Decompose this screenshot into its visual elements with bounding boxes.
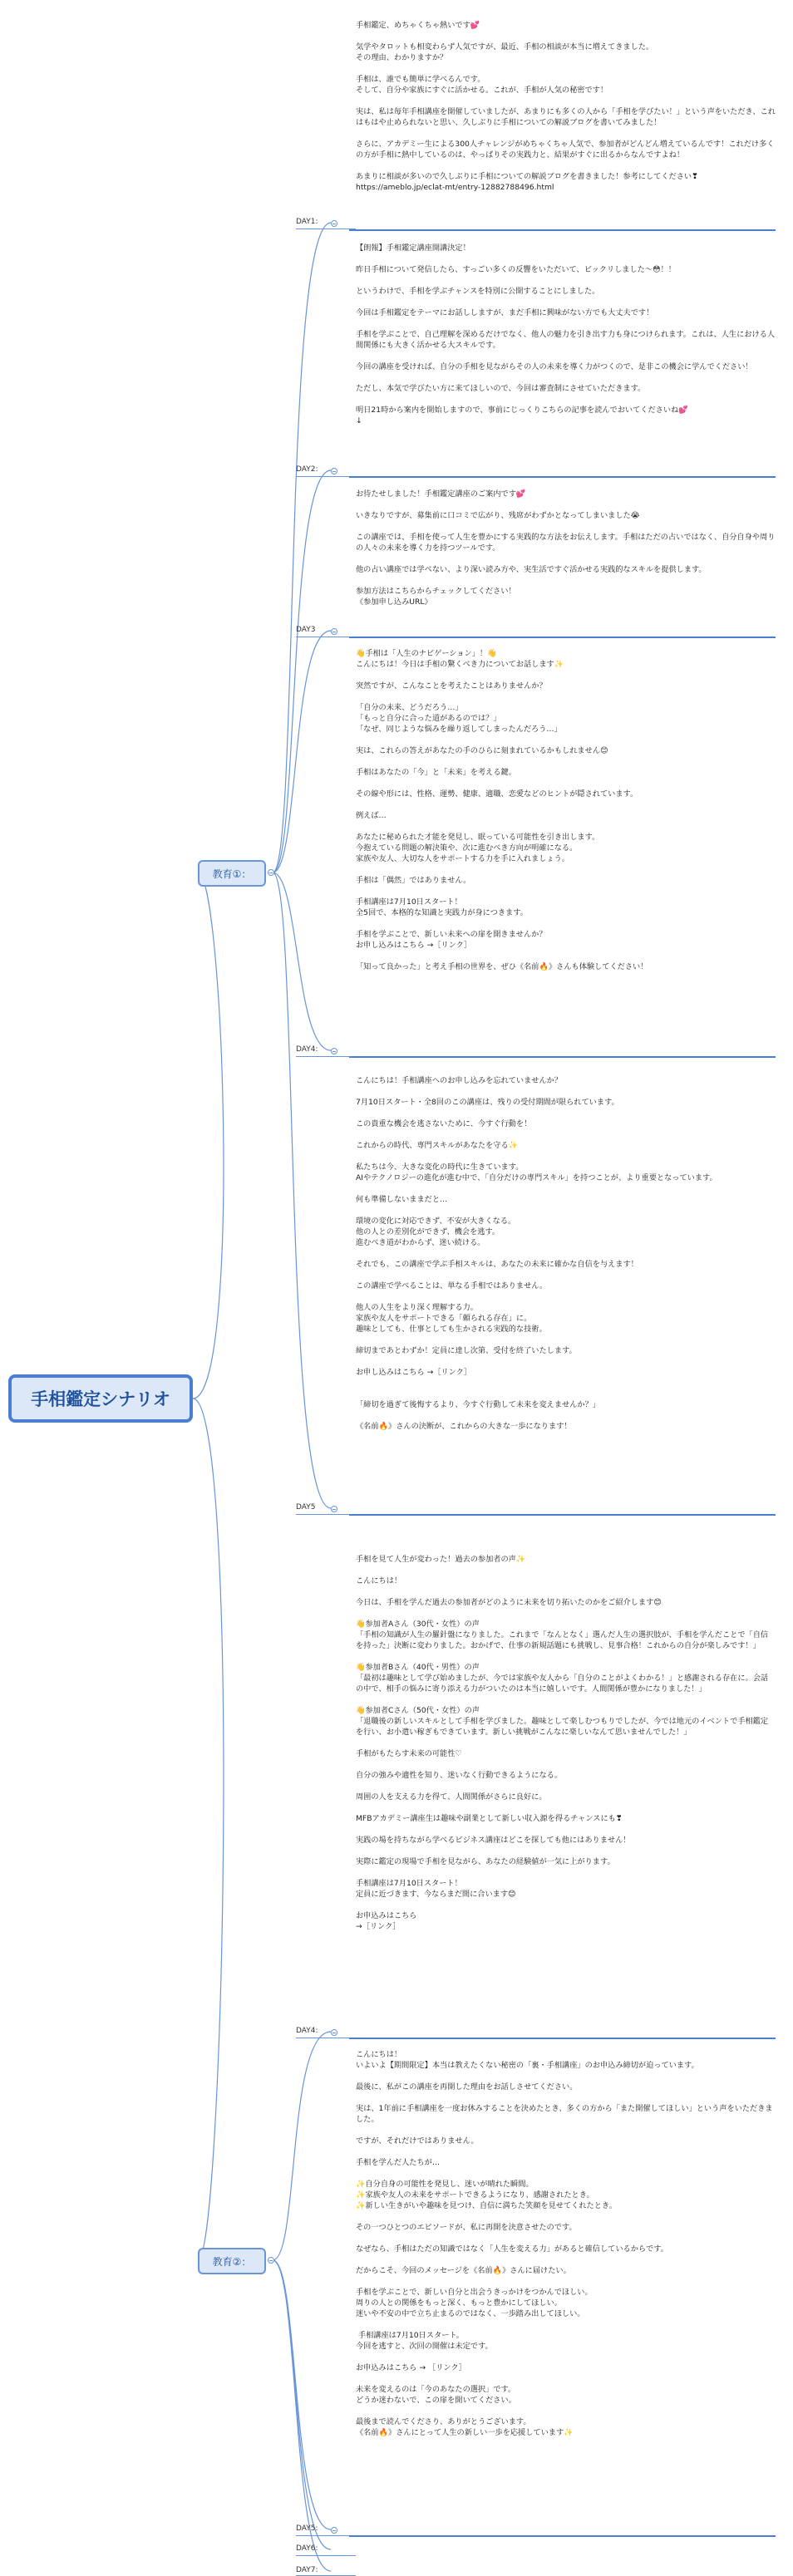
message-line: 手相を学ぶことで、自己理解を深めるだけでなく、他人の魅力を引き出す力も身につけられます。これは、人生における人間関係にも大きく活かせる大スキルです。 — [356, 330, 776, 350]
message-line: 未来を変えるのは「今のあなたの選択」です。 — [356, 2385, 516, 2394]
day-label-day4[interactable]: DAY4: — [296, 1045, 318, 1054]
day-label-day1[interactable]: DAY1: — [296, 218, 318, 226]
message-line: 手相講座は7月10日スタート！ — [356, 1879, 462, 1888]
message-line: ですが、それだけではありません。 — [356, 2136, 479, 2146]
message-line — [356, 951, 776, 961]
message-line: 👋参加者Cさん（50代・女性）の声 — [356, 1706, 480, 1715]
message-line: お申し込みはこちら →［リンク］ — [356, 941, 472, 950]
message-day4[interactable] — [356, 648, 776, 972]
message-line: 《名前🔥》さんにとって人生の新しい一歩を応援しています✨ — [356, 2428, 574, 2437]
message-line: 環境の変化に対応できず、不安が大きくなる。 — [356, 1217, 516, 1226]
message-line — [356, 2406, 776, 2416]
message-line — [356, 1824, 776, 1835]
message-line — [356, 553, 776, 564]
message-line: ✨家族や友人の未来をサポートできるようになり、感謝されたとき。 — [356, 2190, 594, 2200]
message-line: 今回の講座を受ければ、自分の手相を見ながらその人の未来を導く力がつくので、是非この機会に学んでください！ — [356, 362, 753, 371]
message-line — [356, 1867, 776, 1878]
message-line — [356, 1108, 776, 1118]
message-line — [356, 2071, 776, 2082]
message-line — [356, 1183, 776, 1194]
message-line: というわけで、手相を学ぶチャンスを特別に公開することにしました。 — [356, 287, 600, 296]
message-line: 他の人との差別化ができず、機会を逃す。 — [356, 1227, 500, 1236]
collapse-toggle-icon[interactable] — [331, 1506, 337, 1512]
message-line: この貴重な機会を逃さないために、今すぐ行動を！ — [356, 1119, 532, 1128]
message-line — [356, 521, 776, 532]
message-line: 手相は、誰でも簡単に学べるんです。 — [356, 75, 485, 84]
connector-root-branch2 — [193, 1399, 224, 2260]
message-line: 実は、私は毎年手相講座を開催していましたが、あまりにも多くの人から「手相を学びたい！」という声をいただき、これはもはや止められないと思い、久しぶりに手相についての解説ブログを書いてみました！ — [356, 107, 776, 127]
message-line: 周囲の人を支える力を得て、人間関係がさらに良好に。 — [356, 1792, 547, 1802]
message-line: この講座で学べることは、単なる手相ではありません。 — [356, 1281, 548, 1290]
message-line: 手相講座は7月10日スタート！ — [356, 897, 462, 907]
message-line — [356, 886, 776, 897]
message-line: 手相がもたらす未来の可能性♡ — [356, 1749, 462, 1758]
message-line — [356, 1086, 776, 1097]
message-line — [356, 2319, 776, 2330]
message-line: 今日は、手相を学んだ過去の参加者がどのように未来を切り拓いたのかをご紹介します😊 — [356, 1598, 662, 1607]
message-day1[interactable] — [356, 20, 776, 193]
message-line: こんにちは！ — [356, 1576, 402, 1585]
connector-b2-day6 — [273, 2260, 331, 2549]
message-line — [356, 691, 776, 702]
message-line — [356, 2276, 776, 2287]
message-line: 今抱えている問題の解決策や、次に進むべき方向が明確になる。 — [356, 843, 578, 853]
day-label-day6[interactable]: DAY6: — [296, 2544, 318, 2553]
message-line: 手相鑑定、めちゃくちゃ熱いです💕 — [356, 21, 480, 30]
message-line: 手相を学ぶことで、新しい未来への扉を開きませんか？ — [356, 930, 547, 939]
message-line — [356, 1151, 776, 1162]
message-line: ↓ — [356, 416, 362, 425]
message-line: 最後に、私がこの講座を再開した理由をお話しさせてください。 — [356, 2082, 578, 2092]
message-line — [356, 670, 776, 681]
message-line — [356, 1781, 776, 1792]
connector-b1-day4 — [273, 873, 331, 1050]
message-line — [356, 1802, 776, 1813]
message-line: それでも、この講座で学ぶ手相スキルは、あなたの未来に確かな自信を与えます！ — [356, 1260, 638, 1269]
message-line: お申し込みはこちら →［リンク］ — [356, 1368, 472, 1377]
message-line: 他の占い講座では学べない、より深い読み方や、実生活ですぐ活かせる実践的なスキルを提供します。 — [356, 565, 707, 574]
collapse-toggle-icon[interactable] — [331, 628, 337, 635]
message-line: 「自分の未来、どうだろう…」 — [356, 703, 463, 712]
collapse-toggle-icon[interactable] — [331, 2029, 337, 2036]
message-day5[interactable] — [356, 1075, 776, 1432]
message-day2[interactable] — [356, 243, 776, 426]
message-line: 「もっと自分に合った道があるのでは？」 — [356, 714, 501, 723]
message-line — [356, 253, 776, 264]
message-line: ただし、本気で学びたい方に来てほしいので、今回は審査制にさせていただきます。 — [356, 384, 646, 393]
connector-b1-day1 — [273, 223, 331, 873]
message-line — [356, 2125, 776, 2136]
message-line — [356, 499, 776, 510]
message-line — [356, 31, 776, 42]
collapse-toggle-icon[interactable] — [268, 2257, 274, 2264]
message-line: 「手相の知識が人生の羅針盤になりました。これまで「なんとなく」選んだ人生の選択肢が、手相を学んだことで「自信を持った」決断に変わりました。おかげで、仕事の新規話題にも挑戦し、見事合格！これからの自分が楽しみです！」 — [356, 1630, 769, 1650]
message-line — [356, 1759, 776, 1770]
message-line — [356, 1738, 776, 1748]
message-line: 実際に鑑定の現場で手相を見ながら、あなたの経験値が一気に上がります。 — [356, 1857, 615, 1866]
message-line — [356, 394, 776, 405]
message-line: 「最初は趣味として学び始めましたが、今では家族や友人から「自分のことがよくわかる！」と感謝される存在に。会話の中で、相手の悩みに寄り添える力がついたのは本当に嬉しいです。人間関係が豊かになりました！」 — [356, 1674, 769, 1694]
message-line: https://ameblo.jp/eclat-mt/entry-12882788496.html — [356, 183, 554, 192]
message-line — [356, 821, 776, 832]
message-line — [356, 799, 776, 810]
message-line — [356, 297, 776, 307]
message-line: こんにちは！手相講座へのお申し込みを忘れていませんか？ — [356, 1076, 563, 1085]
message-line — [356, 1389, 776, 1399]
message-line: 他人の人生をより深く理解する力。 — [356, 1303, 478, 1312]
message-line: 家族や友人をサポートできる「頼られる存在」に。 — [356, 1314, 532, 1323]
message-line — [356, 1335, 776, 1345]
message-line: AIやテクノロジーの進化が進む中で、「自分だけの専門スキル」を持つことが、より重要となっています。 — [356, 1173, 717, 1182]
connector-b1-day2 — [273, 470, 331, 873]
message-line — [356, 864, 776, 875]
message-line — [356, 2254, 776, 2265]
message-line: 家族や友人、大切な人をサポートする力を手に入れましょう。 — [356, 854, 569, 863]
collapse-toggle-icon[interactable] — [331, 2527, 337, 2534]
message-line — [356, 1410, 776, 1421]
collapse-toggle-icon[interactable] — [331, 1048, 337, 1054]
message-day5-b[interactable] — [356, 2049, 776, 2438]
message-line: 最後まで読んでくださり、ありがとうございます。 — [356, 2417, 531, 2426]
message-line: MFBアカデミー講座生は趣味や副業として新しい収入源を得るチャンスにも❣ — [356, 1814, 623, 1823]
message-line: 参加方法はこちらからチェックしてください！ — [356, 587, 516, 596]
message-line: 手相はあなたの「今」と「未来」を考える鍵。 — [356, 768, 516, 777]
message-line: その理由、わかりますか？ — [356, 53, 448, 62]
message-line — [356, 918, 776, 929]
message-line: 👋参加者Bさん（40代・男性）の声 — [356, 1663, 480, 1672]
message-line: 「なぜ、同じような悩みを繰り返してしまったんだろう…」 — [356, 725, 562, 734]
message-line: その一つひとつのエピソードが、私に再開を決意させたのです。 — [356, 2223, 577, 2232]
message-line: あまりに相談が多いので久しぶりに手相についての解説ブログを書きました！参考にしてください❣ — [356, 172, 698, 181]
branch-education-2[interactable]: 教育②： — [198, 2248, 266, 2274]
message-line: 気学やタロットも相変わらず人気ですが、最近、手相の相談が本当に増えてきました。 — [356, 42, 654, 52]
message-line: 今回は手相鑑定をテーマにお話ししますが、まだ手相に興味がない方でも大丈夫です！ — [356, 308, 654, 317]
message-line: 手相は「偶然」ではありません。 — [356, 876, 471, 885]
message-line — [356, 1900, 776, 1910]
message-line: これからの時代、専門スキルがあなたを守る✨ — [356, 1141, 519, 1150]
message-line — [356, 1608, 776, 1619]
message-line — [356, 1129, 776, 1140]
message-line — [356, 2168, 776, 2179]
message-line: 手相を学んだ人たちが… — [356, 2158, 441, 2167]
message-line — [356, 372, 776, 383]
message-line — [356, 63, 776, 74]
message-line: お申込みはこちら → ［リンク］ — [356, 2363, 466, 2372]
message-line: こんにちは！ — [356, 2050, 402, 2059]
message-line: あなたに秘められた才能を発見し、眠っている可能性を引き出します。 — [356, 833, 600, 842]
message-line — [356, 2352, 776, 2362]
message-line: 7月10日スタート・全8回のこの講座は、残りの受付期間が限られています。 — [356, 1098, 619, 1107]
message-line: さらに、アカデミー生による300人チャレンジがめちゃくちゃ人気で、参加者がどんどん増えているんです！これだけ多くの方が手相に熱中しているのは、やっぱりその実践力と、結果がすぐに出るからなんですよね！ — [356, 140, 775, 160]
message-line — [356, 160, 776, 171]
message-line: 昨日手相について発信したら、すっごい多くの反響をいただいて、ビックリしました〜😳！！ — [356, 265, 676, 274]
message-line — [356, 1270, 776, 1281]
message-line: ✨新しい生きがいや趣味を見つけ、自信に満ちた笑顔を見せてくれたとき。 — [356, 2201, 617, 2210]
message-line: お待たせしました！手相鑑定講座のご案内です💕 — [356, 489, 526, 499]
message-line: こんにちは！今日は手相の驚くべき力についてお話します✨ — [356, 660, 564, 669]
message-line — [356, 2092, 776, 2103]
message-line: 何も準備しないままだと… — [356, 1195, 448, 1204]
message-line: 自分の強みや適性を知り、迷いなく行動できるようになる。 — [356, 1771, 563, 1780]
message-line — [356, 1291, 776, 1302]
message-line: 「退職後の新しいスキルとして手相を学びました。趣味として楽しむつもりでしたが、今では地元のイベントで手相鑑定を行い、お小遣い稼ぎもできています。新しい挑戦がこんなに楽しいなんて思いませんでした！」 — [356, 1717, 769, 1737]
message-line — [356, 1356, 776, 1367]
message-line — [356, 1378, 776, 1389]
message-line — [356, 351, 776, 361]
message-line — [356, 756, 776, 767]
message-day4-b[interactable] — [356, 1554, 776, 1932]
day-label-day2[interactable]: DAY2: — [296, 465, 318, 474]
connector-root-branch1 — [193, 873, 224, 1399]
message-line: お申込みはこちら — [356, 1911, 417, 1920]
message-line: そして、自分や家族にすぐに活かせる。これが、手相が人気の秘密です！ — [356, 86, 608, 95]
message-line: 【朗報】手相鑑定講座開講決定！ — [356, 243, 470, 253]
message-line — [356, 1651, 776, 1662]
message-line: 👋手相は「人生のナビゲーション」！👋 — [356, 649, 497, 658]
message-line: 手相講座は7月10日スタート。 — [356, 2331, 464, 2340]
message-day3[interactable] — [356, 489, 776, 607]
message-line: その線や形には、性格、運勢、健康、適職、恋愛などのヒントが隠されています。 — [356, 789, 638, 799]
message-line — [356, 2233, 776, 2244]
message-line: 実は、これらの答えがあなたの手のひらに刻まれているかもしれません😊 — [356, 746, 608, 755]
message-line: いきなりですが、募集前に口コミで広がり、残席がわずかとなってしまいました😭 — [356, 511, 640, 520]
message-line: どうか迷わないで、この扉を開いてください。 — [356, 2396, 516, 2405]
message-line — [356, 1846, 776, 1856]
message-line — [356, 2373, 776, 2384]
message-line: 突然ですが、こんなことを考えたことはありませんか？ — [356, 681, 547, 691]
message-line: 「締切を過ぎて後悔するより、今すぐ行動して未来を変えませんか？」 — [356, 1400, 600, 1409]
message-line: 実践の場を持ちながら学べるビジネス講座はどこを探しても他にはありません！ — [356, 1836, 631, 1845]
message-line: 実は、1年前に手相講座を一度お休みすることを決めたとき、多くの方から「また開催してほしい」という声をいただきました。 — [356, 2104, 773, 2124]
message-line: →［リンク］ — [356, 1922, 401, 1931]
message-line: 迷いや不安の中で立ち止まるのではなく、一歩踏み出してほしい。 — [356, 2309, 585, 2318]
message-line — [356, 1694, 776, 1705]
message-line: 定員に近づきます、今ならまだ間に合います😊 — [356, 1890, 516, 1899]
connector-b2-day4 — [273, 2032, 331, 2260]
message-line — [356, 575, 776, 586]
message-line: 例えば… — [356, 811, 387, 820]
message-line: 手相を見て人生が変わった！過去の参加者の声✨ — [356, 1555, 526, 1564]
message-line: 進むべき道がわからず、迷い続ける。 — [356, 1238, 485, 1247]
collapse-toggle-icon[interactable] — [331, 468, 337, 474]
message-line: 全5回で、本格的な知識と実践力が身につきます。 — [356, 908, 528, 917]
connector-b2-day5 — [273, 2260, 331, 2529]
message-line — [356, 735, 776, 745]
day-label-day5[interactable]: DAY5 — [296, 1503, 316, 1512]
message-line: だからこそ、今回のメッセージを《名前🔥》さんに届けたい。 — [356, 2266, 571, 2275]
message-line — [356, 1586, 776, 1597]
message-line: 趣味としても、仕事としても生かされる実践的な技術。 — [356, 1325, 547, 1334]
message-line — [356, 1565, 776, 1576]
message-line: 《参加申し込みURL》 — [356, 597, 432, 607]
message-line — [356, 1205, 776, 1216]
day-label-day7[interactable]: DAY7: — [296, 2566, 318, 2574]
message-line: なぜなら、手相はただの知識ではなく「人生を変える力」があると確信しているからです。 — [356, 2244, 668, 2254]
message-line — [356, 778, 776, 789]
message-line: 周りの人との関係をもっと深く、もっと豊かにしてほしい。 — [356, 2298, 562, 2308]
branch-education-1[interactable]: 教育①： — [198, 860, 266, 887]
message-line — [356, 2146, 776, 2157]
day-label-day3[interactable]: DAY3 — [296, 626, 316, 634]
connector-b1-day5 — [273, 873, 331, 1508]
day-label-day5[interactable]: DAY5: — [296, 2524, 318, 2533]
collapse-toggle-icon[interactable] — [331, 220, 337, 227]
message-line — [356, 318, 776, 329]
collapse-toggle-icon[interactable] — [268, 869, 274, 876]
message-line: ✨自分自身の可能性を発見し、迷いが晴れた瞬間。 — [356, 2180, 534, 2189]
message-line: この講座では、手相を使って人生を豊かにする実践的な方法をお伝えします。手相はただの占いではなく、自分自身や周りの人々の未来を導く力を持つツールです。 — [356, 533, 776, 553]
message-line: 「知って良かった」と考え手相の世界を、ぜひ《名前🔥》さんも体験してください！ — [356, 962, 648, 971]
message-line — [356, 128, 776, 139]
message-line — [356, 96, 776, 106]
message-line — [356, 275, 776, 286]
root-node[interactable]: 手相鑑定シナリオ — [8, 1374, 193, 1423]
message-line: 明日21時から案内を開始しますので、事前にじっくりこちらの記事を読んでおいてくださいね💕 — [356, 406, 688, 415]
message-line: 私たちは今、大きな変化の時代に生きています。 — [356, 1163, 524, 1172]
message-line: 手相を学ぶことで、新しい自分と出会うきっかけをつかんでほしい。 — [356, 2288, 593, 2297]
message-line: 今回を逃すと、次回の開催は未定です。 — [356, 2342, 493, 2351]
message-line: いよいよ【期間限定】本当は教えたくない秘密の「裏・手相講座」のお申込み締切が迫っています。 — [356, 2061, 699, 2070]
message-line: 👋参加者Aさん（30代・女性）の声 — [356, 1620, 480, 1629]
day-label-day4[interactable]: DAY4: — [296, 2027, 318, 2035]
message-line — [356, 2211, 776, 2222]
message-line: 締切まであとわずか！定員に達し次第、受付を終了いたします。 — [356, 1346, 577, 1355]
message-line: 《名前🔥》さんの決断が、これからの大きな一歩になります！ — [356, 1422, 572, 1431]
message-line — [356, 1248, 776, 1259]
